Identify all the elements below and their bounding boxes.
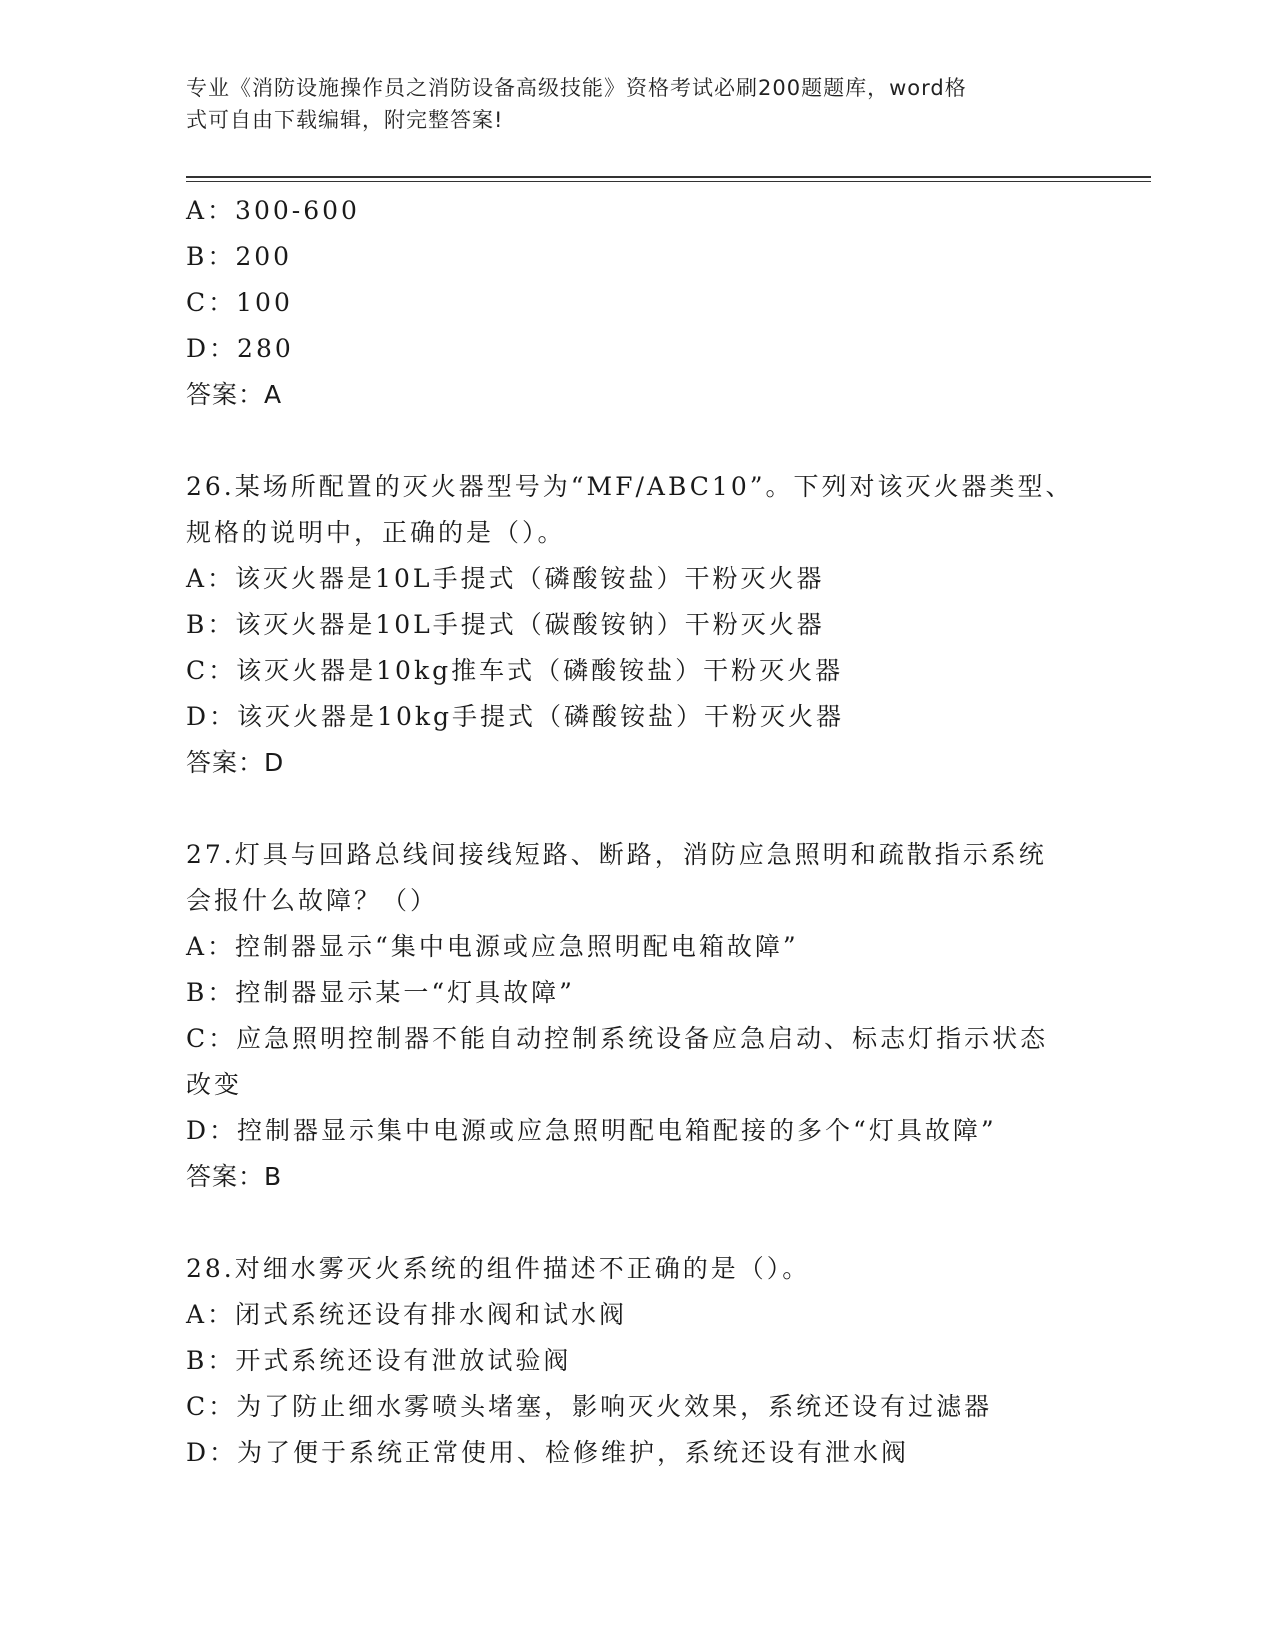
- option-d: D：为了便于系统正常使用、检修维护，系统还设有泄水阀: [186, 1438, 910, 1467]
- option-a: A：控制器显示“集中电源或应急照明配电箱故障”: [186, 932, 799, 961]
- question-26: [186, 464, 1086, 786]
- answer: 答案：D: [186, 748, 285, 777]
- spacer: [186, 1200, 1086, 1246]
- option-d: D：该灭火器是10kg手提式（磷酸铵盐）干粉灭火器: [186, 702, 845, 731]
- option-b: B：开式系统还设有泄放试验阀: [186, 1346, 572, 1375]
- header-divider-thick: [186, 176, 1151, 178]
- question-28: [186, 1246, 1086, 1476]
- spacer: [186, 786, 1086, 832]
- answer: 答案：B: [186, 1162, 283, 1191]
- question-stem-line-1: 28.对细水雾灭火系统的组件描述不正确的是（）。: [186, 1254, 811, 1283]
- question-stem-line-1: 27.灯具与回路总线间接线短路、断路，消防应急照明和疏散指示系统: [186, 840, 1047, 869]
- option-c: C：100: [186, 288, 293, 317]
- question-content: [186, 188, 1086, 1476]
- spacer: [186, 418, 1086, 464]
- question-25: [186, 188, 1086, 418]
- option-d: D：280: [186, 334, 294, 363]
- option-b: B：该灭火器是10L手提式（碳酸铵钠）干粉灭火器: [186, 610, 825, 639]
- answer: 答案：A: [186, 380, 283, 409]
- option-a: A：300-600: [186, 196, 360, 225]
- question-stem-line-2: 规格的说明中，正确的是（）。: [186, 518, 566, 547]
- option-a: A：闭式系统还设有排水阀和试水阀: [186, 1300, 628, 1329]
- option-d: D：控制器显示集中电源或应急照明配电箱配接的多个“灯具故障”: [186, 1116, 997, 1145]
- question-27: [186, 832, 1086, 1200]
- option-c: C：该灭火器是10kg推车式（磷酸铵盐）干粉灭火器: [186, 656, 844, 685]
- option-c-continued: 改变: [186, 1070, 243, 1099]
- header-divider-thin: [186, 181, 1151, 182]
- header-line-1: 专业《消防设施操作员之消防设备高级技能》资格考试必刷200题题库，word格: [186, 76, 967, 100]
- header-line-2: 式可自由下载编辑，附完整答案!: [186, 108, 504, 132]
- question-stem-line-2: 会报什么故障？（）: [186, 886, 439, 915]
- document-header: [186, 72, 1066, 136]
- option-c: C：应急照明控制器不能自动控制系统设备应急启动、标志灯指示状态: [186, 1024, 1049, 1053]
- option-c: C：为了防止细水雾喷头堵塞，影响灭火效果，系统还设有过滤器: [186, 1392, 993, 1421]
- option-b: B：控制器显示某一“灯具故障”: [186, 978, 575, 1007]
- option-a: A：该灭火器是10L手提式（磷酸铵盐）干粉灭火器: [186, 564, 825, 593]
- question-stem-line-1: 26.某场所配置的灭火器型号为“MF/ABC10”。下列对该灭火器类型、: [186, 472, 1074, 501]
- option-b: B：200: [186, 242, 293, 271]
